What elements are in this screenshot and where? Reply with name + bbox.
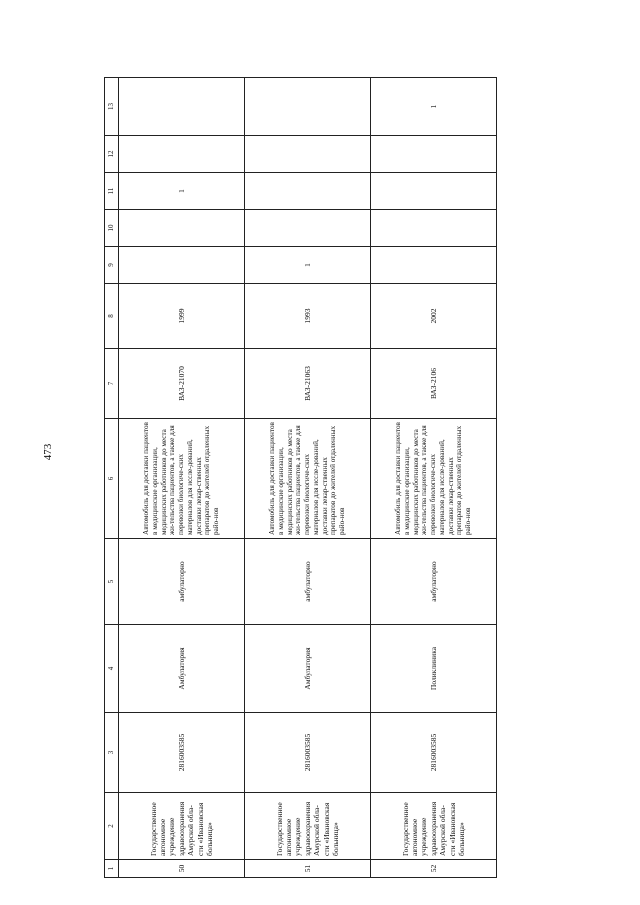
column-header: 1: [105, 860, 119, 878]
cell-col-10: [371, 210, 497, 247]
column-header: 4: [105, 625, 119, 713]
vehicle-purpose: Автомобиль для доставки пациентов в медицинские организации, медицинских работников до места жи-тельства пациентов, а также для перевозки биологиче-ских материалов для иссле-дований, доставки лекар-ственных препаратов до жителей отдаленных райо-нов: [119, 419, 245, 539]
column-header: 9: [105, 247, 119, 284]
vehicle-year: 1999: [119, 284, 245, 349]
vehicle-model: ВАЗ-21063: [245, 349, 371, 419]
inn-code: 2816003585: [119, 713, 245, 793]
vehicle-purpose: Автомобиль для доставки пациентов в медицинские организации, медицинских работников до места жи-тельства пациентов, а также для перевозки биологиче-ских материалов для иссле-дований, доставки лекар-ственных препаратов до жителей отдаленных райо-нов: [371, 419, 497, 539]
column-header: 2: [105, 793, 119, 860]
table-row: [245, 78, 371, 878]
cell-col-9: [119, 247, 245, 284]
column-header: 6: [105, 419, 119, 539]
column-header: 7: [105, 349, 119, 419]
care-condition: амбулаторно: [119, 539, 245, 625]
row-number: 51: [245, 860, 371, 878]
care-condition: амбулаторно: [371, 539, 497, 625]
care-condition: амбулаторно: [245, 539, 371, 625]
column-header: 5: [105, 539, 119, 625]
row-number: 52: [371, 860, 497, 878]
cell-col-12: [119, 136, 245, 173]
cell-col-9: [371, 247, 497, 284]
vehicle-year: 2002: [371, 284, 497, 349]
cell-col-12: [371, 136, 497, 173]
organization-name: Государственное автономное учреждение здравоохранения Амурской обла-сти «Ивановская больница»: [119, 793, 245, 860]
column-number-row: [105, 78, 119, 878]
cell-col-13: 1: [371, 78, 497, 136]
cell-col-11: [371, 173, 497, 210]
vehicle-year: 1993: [245, 284, 371, 349]
column-header: 3: [105, 713, 119, 793]
table-row: [119, 78, 245, 878]
row-number: 50: [119, 860, 245, 878]
vehicle-model: ВАЗ-21070: [119, 349, 245, 419]
vehicle-purpose: Автомобиль для доставки пациентов в медицинские организации, медицинских работников до места жи-тельства пациентов, а также для перевозки биологиче-ских материалов для иссле-дований, доставки лекар-ственных препаратов до жителей отдаленных райо-нов: [245, 419, 371, 539]
organization-name: Государственное автономное учреждение здравоохранения Амурской обла-сти «Ивановская больница»: [245, 793, 371, 860]
page-number: 473: [42, 443, 54, 461]
table-row: [371, 78, 497, 878]
rotated-table-wrapper: [104, 78, 497, 878]
subdivision: Амбулатория: [119, 625, 245, 713]
cell-col-10: [119, 210, 245, 247]
column-header: 12: [105, 136, 119, 173]
cell-col-12: [245, 136, 371, 173]
cell-col-13: [245, 78, 371, 136]
column-header: 13: [105, 78, 119, 136]
vehicle-registry-table: [104, 77, 497, 878]
cell-col-11: [245, 173, 371, 210]
cell-col-9: 1: [245, 247, 371, 284]
vehicle-model: ВАЗ-2106: [371, 349, 497, 419]
inn-code: 2816003585: [245, 713, 371, 793]
subdivision: Поликлиника: [371, 625, 497, 713]
cell-col-10: [245, 210, 371, 247]
inn-code: 2816003585: [371, 713, 497, 793]
column-header: 8: [105, 284, 119, 349]
organization-name: Государственное автономное учреждение здравоохранения Амурской обла-сти «Ивановская больница»: [371, 793, 497, 860]
subdivision: Амбулатория: [245, 625, 371, 713]
cell-col-13: [119, 78, 245, 136]
column-header: 10: [105, 210, 119, 247]
cell-col-11: 1: [119, 173, 245, 210]
column-header: 11: [105, 173, 119, 210]
